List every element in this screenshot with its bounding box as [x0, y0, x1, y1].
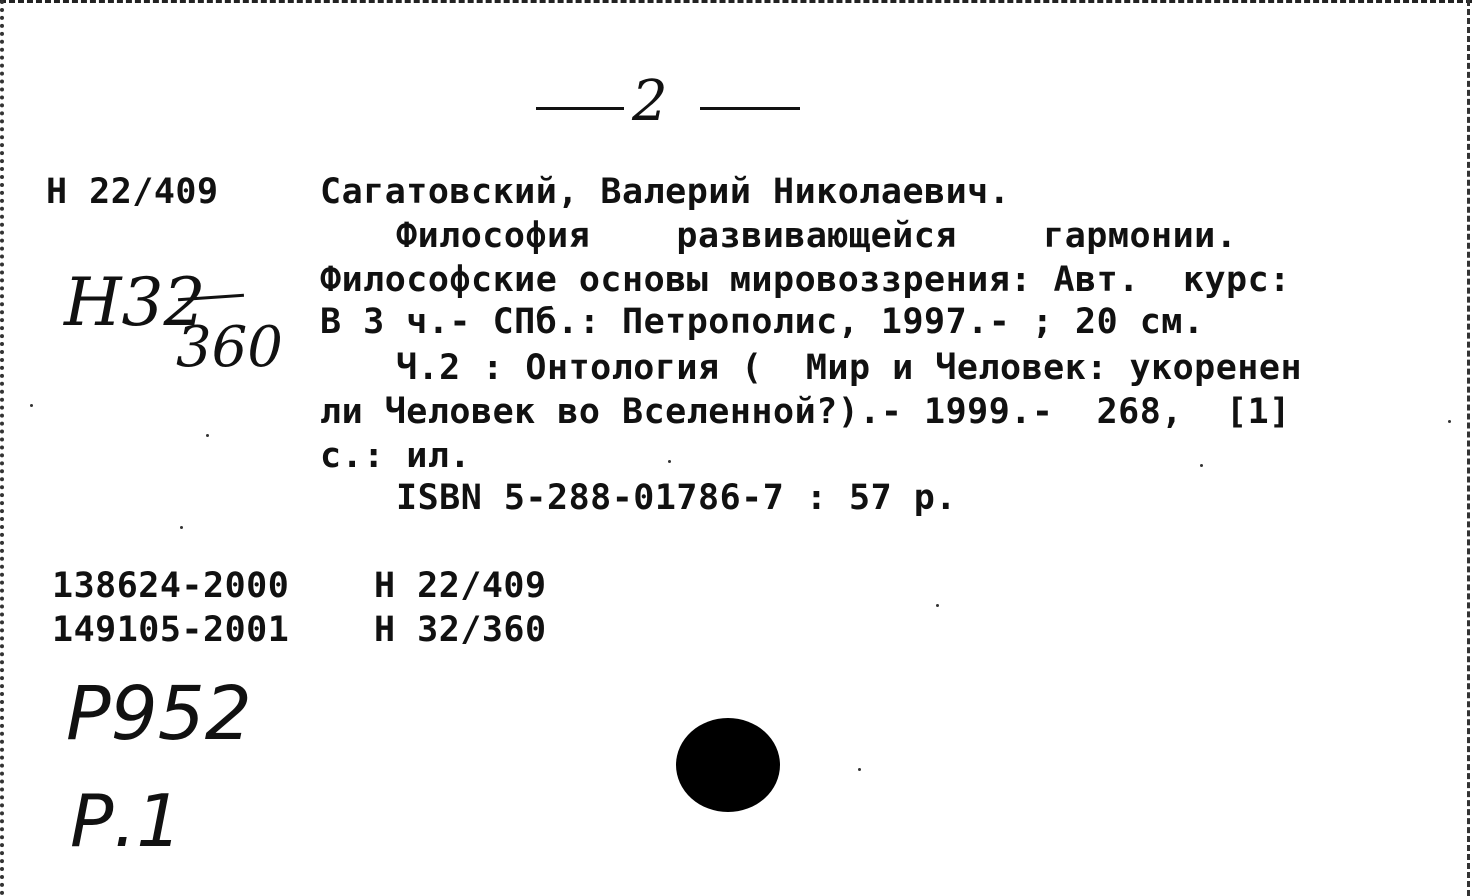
handwritten-shelf-bottom: 360	[176, 315, 283, 380]
handwritten-note-1: Р952	[66, 671, 252, 757]
card-left-edge	[0, 0, 4, 896]
scan-speck	[1200, 464, 1203, 467]
scan-speck	[30, 404, 33, 407]
scan-speck	[206, 434, 209, 437]
part-line-3: с.: ил.	[320, 436, 472, 476]
title-line-3: В 3 ч.- СПб.: Петрополис, 1997.- ; 20 см.	[320, 302, 1205, 342]
header-dash-left	[536, 107, 624, 110]
header-mark: 2	[632, 69, 668, 134]
handwritten-shelf-top: Н32	[64, 264, 206, 341]
shelf-mark: Н 22/409	[46, 172, 219, 212]
scan-speck	[668, 460, 671, 463]
inventory-number: 149105-2001	[52, 610, 290, 650]
scan-speck	[936, 604, 939, 607]
part-line-2: ли Человек во Вселенной?).- 1999.- 268, [1]	[320, 392, 1291, 432]
inventory-shelf: Н 22/409	[374, 566, 547, 606]
punch-hole	[676, 718, 780, 812]
isbn-line: ISBN 5-288-01786-7 : 57 р.	[396, 478, 957, 518]
inventory-shelf: Н 32/360	[374, 610, 547, 650]
card-right-edge	[1467, 0, 1470, 896]
header-dash-right	[700, 107, 800, 110]
handwritten-note-2: Р.1	[70, 779, 183, 863]
title-line-1: Философия развивающейся гармонии.	[396, 216, 1238, 256]
inventory-number: 138624-2000	[52, 566, 290, 606]
scan-speck	[858, 768, 861, 771]
part-line-1: Ч.2 : Онтология ( Мир и Человек: укоренен	[396, 348, 1303, 388]
title-line-2: Философские основы мировоззрения: Авт. курс:	[320, 260, 1291, 300]
author-line: Сагатовский, Валерий Николаевич.	[320, 172, 1011, 212]
scan-speck	[1448, 420, 1451, 423]
scan-speck	[180, 526, 183, 529]
card-top-edge	[0, 0, 1472, 3]
